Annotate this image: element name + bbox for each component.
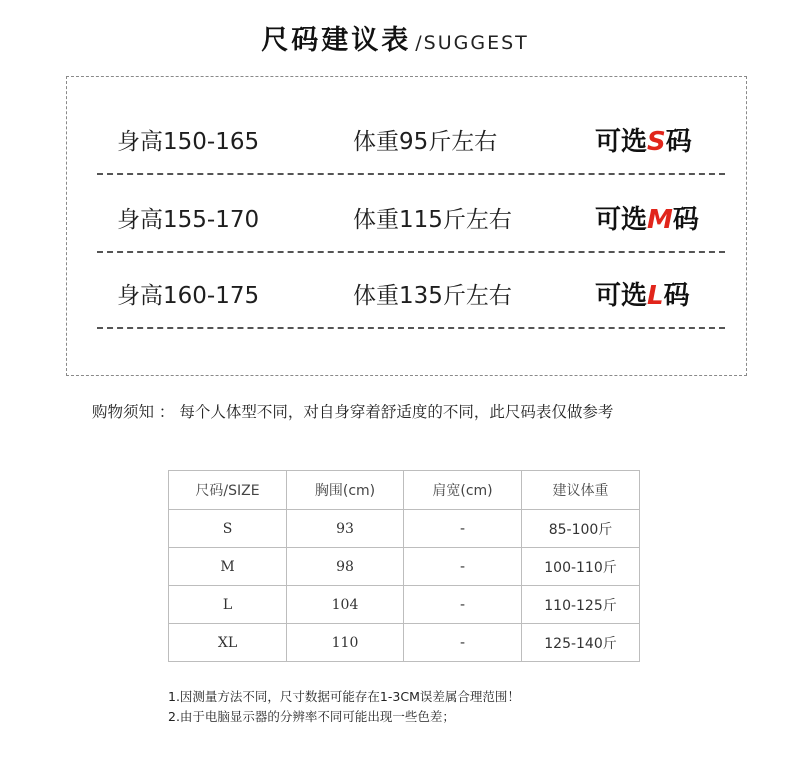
- page-title: 尺码建议表: [261, 25, 412, 56]
- table-cell: 125-140斤: [522, 624, 640, 662]
- pick-prefix: 可选: [595, 281, 648, 311]
- footnotes: [168, 687, 520, 727]
- dashed-divider: [97, 327, 725, 329]
- table-row: [169, 548, 640, 586]
- page-header: [0, 18, 790, 57]
- size-pick: [595, 275, 690, 312]
- table-header-row: [169, 471, 640, 510]
- column-header: 建议体重: [522, 471, 640, 510]
- dashed-divider: [97, 251, 725, 253]
- size-letter: M: [647, 205, 673, 235]
- dashed-divider: [97, 173, 725, 175]
- pick-suffix: 码: [672, 205, 699, 235]
- footnote: 2.由于电脑显示器的分辨率不同可能出现一些色差；: [168, 709, 455, 724]
- suggestion-row: [97, 201, 725, 241]
- page-subtitle: /SUGGEST: [415, 32, 529, 54]
- column-header: 肩宽(cm): [404, 471, 522, 510]
- column-header: 尺码/SIZE: [169, 471, 287, 510]
- table-row: [169, 624, 640, 662]
- pick-prefix: 可选: [595, 205, 648, 235]
- footnote: 1.因测量方法不同，尺寸数据可能存在1-3CM误差属合理范围！: [168, 689, 520, 704]
- size-pick: [595, 199, 699, 236]
- table-cell: -: [404, 586, 522, 624]
- height-range: 身高150-165: [117, 129, 260, 155]
- table-cell: S: [169, 510, 287, 548]
- table-row: [169, 586, 640, 624]
- table-cell: -: [404, 548, 522, 586]
- table-cell: 85-100斤: [522, 510, 640, 548]
- table-cell: 98: [287, 548, 404, 586]
- table-cell: 93: [287, 510, 404, 548]
- pick-suffix: 码: [665, 127, 692, 157]
- column-header: 胸围(cm): [287, 471, 404, 510]
- table-cell: 104: [287, 586, 404, 624]
- size-pick: [595, 121, 692, 158]
- shopping-notice: 购物须知 ： 每个人体型不同，对自身穿着舒适度的不同，此尺码表仅做参考: [92, 403, 614, 421]
- height-range: 身高155-170: [117, 207, 260, 233]
- weight-range: 体重115斤左右: [353, 207, 512, 233]
- pick-prefix: 可选: [595, 127, 648, 157]
- table-cell: M: [169, 548, 287, 586]
- suggestion-row: [97, 123, 725, 163]
- height-range: 身高160-175: [117, 283, 260, 309]
- table-cell: 110: [287, 624, 404, 662]
- table-cell: -: [404, 624, 522, 662]
- table-cell: XL: [169, 624, 287, 662]
- suggestion-row: [97, 277, 725, 317]
- size-suggestion-box: [66, 76, 747, 376]
- table-cell: L: [169, 586, 287, 624]
- size-letter: S: [647, 127, 666, 157]
- table-cell: 110-125斤: [522, 586, 640, 624]
- table-cell: 100-110斤: [522, 548, 640, 586]
- size-letter: L: [647, 281, 664, 311]
- table-row: [169, 510, 640, 548]
- weight-range: 体重95斤左右: [353, 129, 498, 155]
- table-cell: -: [404, 510, 522, 548]
- pick-suffix: 码: [663, 281, 690, 311]
- size-table: [168, 470, 640, 662]
- weight-range: 体重135斤左右: [353, 283, 512, 309]
